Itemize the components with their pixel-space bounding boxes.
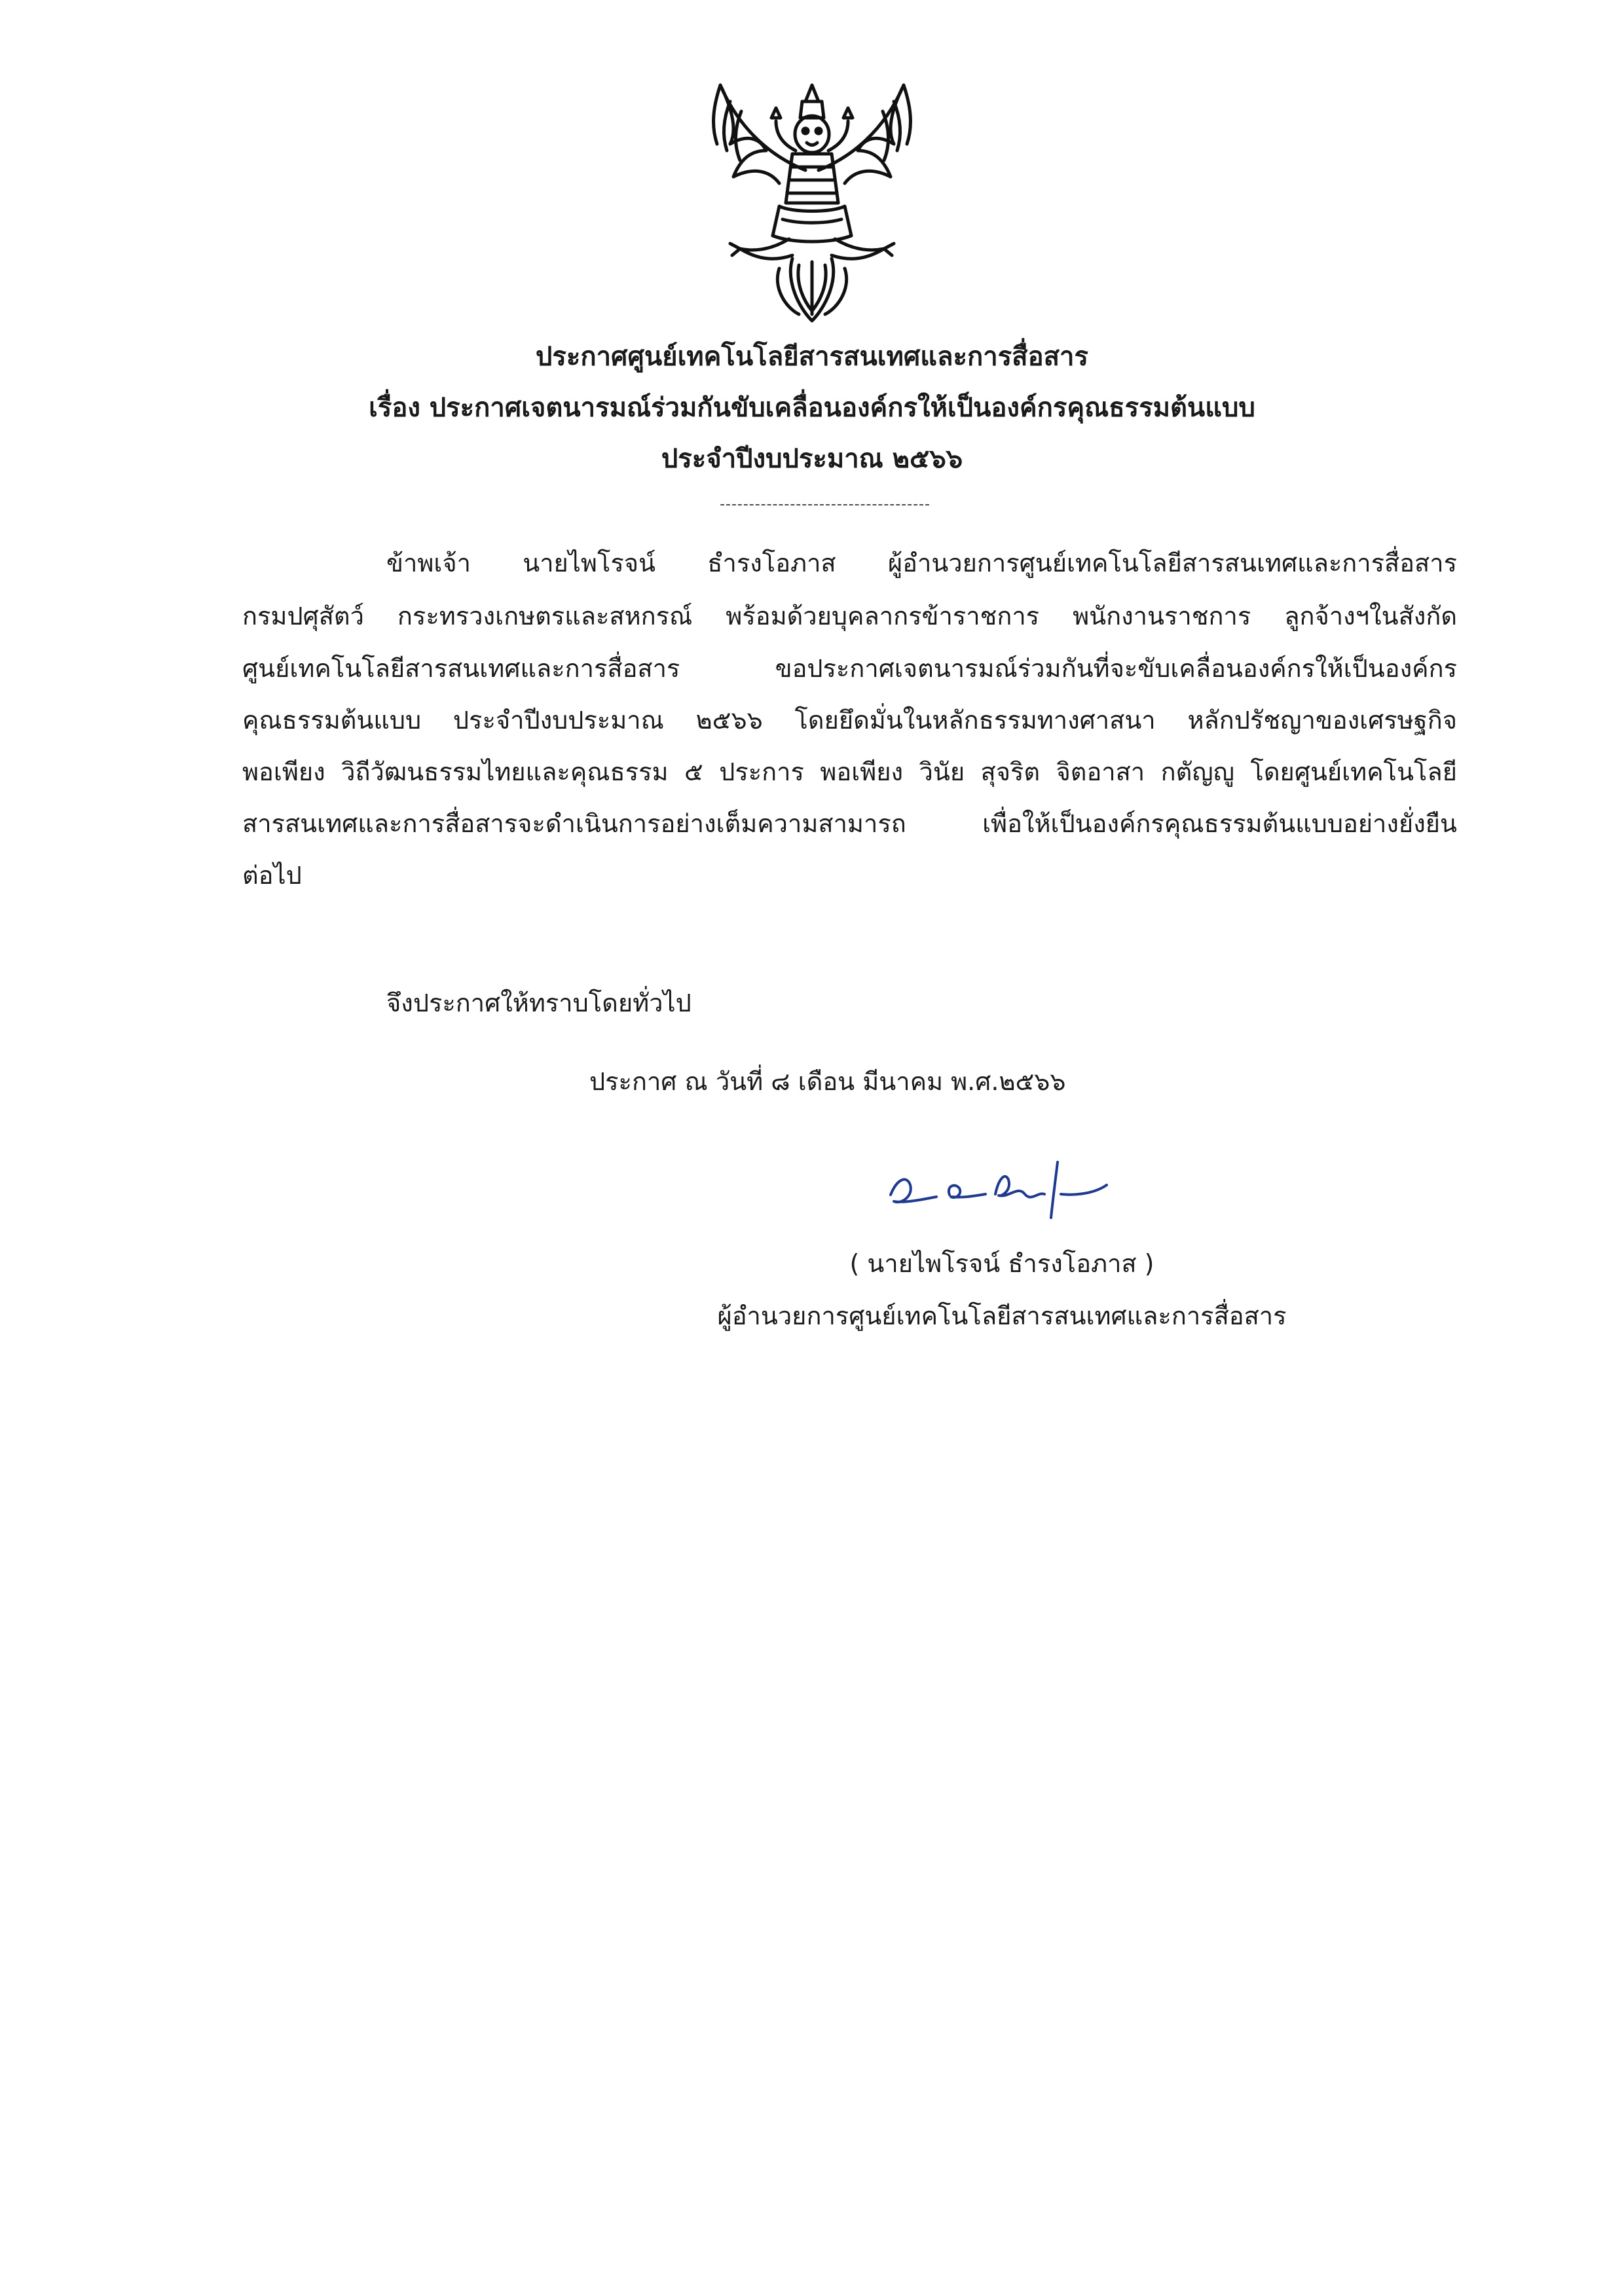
body-line-6: สารสนเทศและการสื่อสารจะดำเนินการอย่างเต็มความสามารถ เพื่อให้เป็นองค์กรคุณธรรมต้นแบบอย่างยั่งยืน (242, 809, 1457, 838)
signatory-title: ผู้อำนวยการศูนย์เทคโนโลยีสารสนเทศและการสื่อสาร (717, 1302, 1287, 1330)
document-title: ประกาศศูนย์เทคโนโลยีสารสนเทศและการสื่อสาร (536, 342, 1088, 372)
document-fiscal-year: ประจำปีงบประมาณ ๒๕๖๖ (661, 444, 963, 474)
body-line-4: คุณธรรมต้นแบบ ประจำปีงบประมาณ ๒๕๖๖ โดยยึดมั่นในหลักธรรมทางศาสนา หลักปรัชญาของเศรษฐกิจ (242, 706, 1457, 735)
body-line-7: ต่อไป (242, 861, 302, 890)
body-line-3: ศูนย์เทคโนโลยีสารสนเทศและการสื่อสาร ขอประกาศเจตนารมณ์ร่วมกันที่จะขับเคลื่อนองค์กรให้เป็นองค์กร (242, 654, 1457, 683)
document-subject: เรื่อง ประกาศเจตนารมณ์ร่วมกันขับเคลื่อนองค์กรให้เป็นองค์กรคุณธรรมต้นแบบ (369, 393, 1255, 423)
heading-separator: ------------------------------------ (720, 498, 931, 512)
body-line-2: กรมปศุสัตว์ กระทรวงเกษตรและสหกรณ์ พร้อมด้วยบุคลากรข้าราชการ พนักงานราชการ ลูกจ้างฯในสังกัด (242, 602, 1457, 630)
garuda-emblem-icon (694, 72, 930, 334)
announcement-date: ประกาศ ณ วันที่ ๘ เดือน มีนาคม พ.ศ.๒๕๖๖ (589, 1067, 1066, 1096)
signature-icon (877, 1139, 1139, 1237)
body-line-1: ข้าพเจ้า นายไพโรจน์ ธำรงโอภาส ผู้อำนวยการศูนย์เทคโนโลยีสารสนเทศและการสื่อสาร (386, 549, 1457, 577)
closing-statement: จึงประกาศให้ทราบโดยทั่วไป (386, 989, 692, 1017)
signatory-name: ( นายไพโรจน์ ธำรงโอภาส ) (849, 1249, 1154, 1278)
body-line-5: พอเพียง วิถีวัฒนธรรมไทยและคุณธรรม ๕ ประการ พอเพียง วินัย สุจริต จิตอาสา กตัญญู โดยศูนย์เทคโนโลยี (242, 757, 1457, 786)
